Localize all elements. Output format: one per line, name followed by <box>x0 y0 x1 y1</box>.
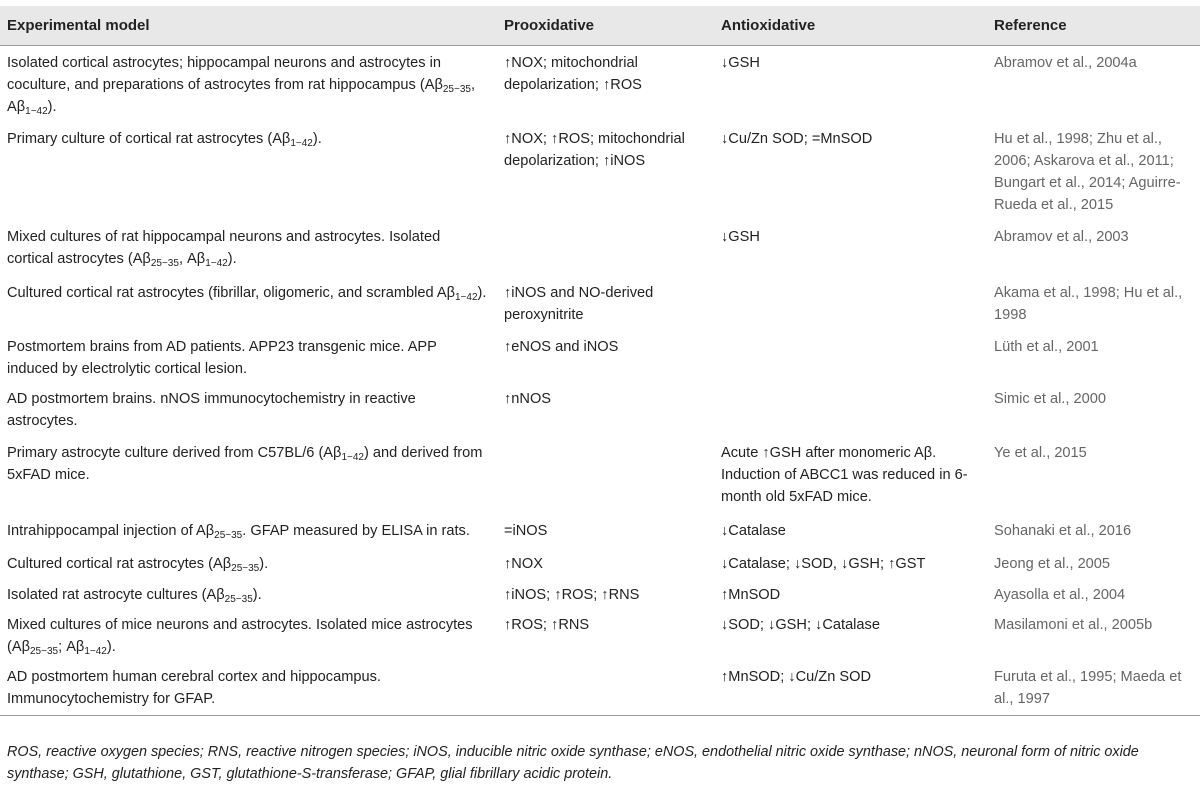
table-row <box>0 610 1200 662</box>
cell-prooxidative <box>497 662 714 716</box>
table-row <box>0 276 1200 332</box>
cell-antioxidative: ↓GSH <box>721 229 760 245</box>
cell-experimental-model: Intrahippocampal injection of $A\beta_{25-35}$. GFAP measured by ELISA in rats. <box>7 523 470 541</box>
cell-prooxidative: ↑nNOS <box>504 391 552 407</box>
cell-experimental-model: Mixed cultures of rat hippocampal neurons and astrocytes. Isolated cortical astrocytes ($A\beta_{25-35}$, $A\beta_{1-42}$). <box>7 229 441 269</box>
header-row <box>0 6 1200 46</box>
cell-antioxidative <box>714 276 987 332</box>
cell-experimental-model: AD postmortem human cerebral cortex and hippocampus. Immunocytochemistry for GFAP. <box>0 662 497 716</box>
cell-prooxidative: ↑iNOS; ↑ROS; ↑RNS <box>504 587 640 603</box>
cell-reference: Abramov et al., 2004a <box>994 55 1137 71</box>
cell-reference: Ayasolla et al., 2004 <box>994 587 1126 603</box>
cell-prooxidative <box>497 220 714 276</box>
cell-prooxidative: ↑NOX; ↑ROS; mitochondrial depolarization; ↑iNOS <box>504 131 685 169</box>
table-row <box>0 662 1200 716</box>
table-row <box>0 220 1200 276</box>
cell-experimental-model: AD postmortem brains. nNOS immunocytochemistry in reactive astrocytes. <box>7 391 416 429</box>
table-row <box>0 124 1200 220</box>
cell-experimental-model: Isolated rat astrocyte cultures $(A\beta_{25-35})$. <box>7 587 262 605</box>
cell-antioxidative: Acute ↑GSH after monomeric Aβ. Induction of ABCC1 was reduced in 6-month old 5xFAD mice. <box>721 445 968 505</box>
cell-reference: Hu et al., 1998; Zhu et al., 2006; Askarova et al., 2011; Bungart et al., 2014; Aguirre-Rueda et al., 2015 <box>994 131 1181 213</box>
cell-reference: Jeong et al., 2005 <box>994 556 1111 572</box>
cell-prooxidative: ↑NOX; mitochondrial depolarization; ↑ROS <box>504 55 642 93</box>
table-header <box>0 6 1200 46</box>
table-row <box>0 548 1200 580</box>
cell-prooxidative: ↑eNOS and iNOS <box>504 339 619 355</box>
cell-experimental-model: Primary astrocyte culture derived from C57BL/6 $(A\beta_{1-42})$ and derived from 5xFAD mice. <box>7 445 483 483</box>
cell-antioxidative: ↓Catalase <box>721 523 786 539</box>
cell-reference: Simic et al., 2000 <box>994 391 1106 407</box>
cell-antioxidative: ↓Catalase; ↓SOD, ↓GSH; ↑GST <box>721 556 926 572</box>
cell-reference: Sohanaki et al., 2016 <box>994 523 1132 539</box>
cell-prooxidative: ↑iNOS and NO-derived peroxynitrite <box>504 285 654 323</box>
cell-reference: Masilamoni et al., 2005b <box>994 617 1153 633</box>
header-antioxidative: Antioxidative <box>714 6 987 46</box>
table-row <box>0 46 1200 125</box>
cell-prooxidative: =iNOS <box>504 523 548 539</box>
cell-experimental-model: Isolated cortical astrocytes; hippocampal neurons and astrocytes in coculture, and preparations of astrocytes from rat hippocampus ($A\beta_{25-35}$, $A\beta_{1-42}$). <box>7 55 476 117</box>
table-row <box>0 514 1200 548</box>
cell-antioxidative: ↑MnSOD; ↓Cu/Zn SOD <box>714 662 987 716</box>
cell-antioxidative: ↓Cu/Zn SOD; =MnSOD <box>721 131 873 147</box>
cell-antioxidative: ↓GSH <box>721 55 760 71</box>
cell-prooxidative: ↑NOX <box>504 556 543 572</box>
cell-experimental-model: Cultured cortical rat astrocytes (fibrillar, oligomeric, and scrambled $A\beta_{1-42}$). <box>7 285 487 303</box>
header-prooxidative: Prooxidative <box>497 6 714 46</box>
cell-antioxidative <box>714 384 987 436</box>
cell-reference: Abramov et al., 2003 <box>994 229 1129 245</box>
cell-experimental-model: Cultured cortical rat astrocytes $(A\beta_{25-35})$. <box>7 556 269 574</box>
cell-antioxidative: ↓SOD; ↓GSH; ↓Catalase <box>721 617 880 633</box>
cell-experimental-model: Mixed cultures of mice neurons and astrocytes. Isolated mice astrocytes ($A\beta_{25-35}$; $A\beta_{1-42}$). <box>7 617 473 657</box>
data-table <box>0 6 1200 716</box>
cell-reference: Lüth et al., 2001 <box>994 339 1099 355</box>
cell-prooxidative: ↑ROS; ↑RNS <box>504 617 590 633</box>
header-reference: Reference <box>987 6 1200 46</box>
table-row <box>0 436 1200 514</box>
cell-reference: Ye et al., 2015 <box>994 445 1087 461</box>
table-body <box>0 46 1200 716</box>
cell-reference: Furuta et al., 1995; Maeda et al., 1997 <box>987 662 1200 716</box>
cell-reference: Akama et al., 1998; Hu et al., 1998 <box>994 285 1183 323</box>
table-row <box>0 580 1200 610</box>
table-row <box>0 332 1200 384</box>
cell-experimental-model: Postmortem brains from AD patients. APP23 transgenic mice. APP induced by electrolytic cortical lesion. <box>7 339 437 377</box>
cell-antioxidative <box>714 332 987 384</box>
cell-prooxidative <box>497 436 714 514</box>
table-footnote: ROS, reactive oxygen species; RNS, reactive nitrogen species; iNOS, inducible nitric oxide synthase; eNOS, endothelial nitric oxide synthase; nNOS, neuronal form of nitric oxide synthase; GSH, glutathione, GST, glutathione-S-transferase; GFAP, glial fibrillary acidic protein. <box>7 744 1139 782</box>
cell-antioxidative: ↑MnSOD <box>721 587 781 603</box>
table-row <box>0 384 1200 436</box>
cell-experimental-model: Primary culture of cortical rat astrocytes $(A\beta_{1-42})$. <box>7 131 322 149</box>
header-experimental-model: Experimental model <box>0 6 497 46</box>
